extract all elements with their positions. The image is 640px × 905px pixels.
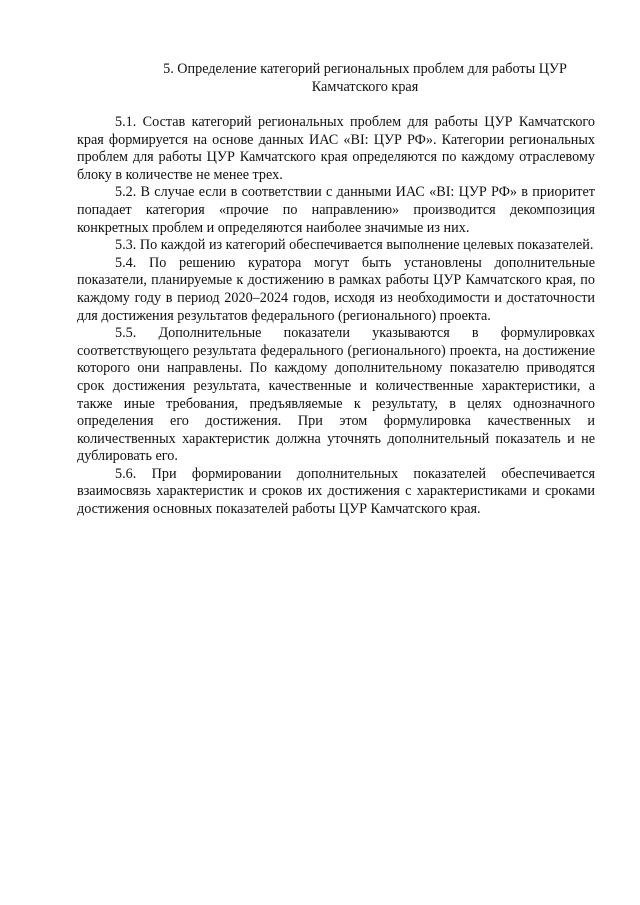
paragraph-5-4: 5.4. По решению куратора могут быть установлены дополнительные показатели, планируемые к достижению в рамках работы ЦУР Камчатского края, по каждому году в период 2020–2024 годов, исходя из необходимости и достаточности для достижения результатов федерального (регионального) проекта. <box>77 254 595 324</box>
section-title: 5. Определение категорий региональных проблем для работы ЦУР Камчатского края <box>163 61 567 95</box>
section-body <box>77 114 595 519</box>
paragraph-5-2: 5.2. В случае если в соответствии с данными ИАС «BI: ЦУР РФ» в приоритет попадает категория «прочие по направлению» производится декомпозиция конкретных проблем и определяются наиболее значимые из них. <box>77 184 595 236</box>
paragraph-5-6: 5.6. При формировании дополнительных показателей обеспечивается взаимосвязь характеристик и сроков их достижения с характеристиками и сроками достижения основных показателей работы ЦУР Камчатского края. <box>77 465 595 518</box>
paragraph-5-1: 5.1. Состав категорий региональных проблем для работы ЦУР Камчатского края формируется на основе данных ИАС «BI: ЦУР РФ». Категории региональных проблем для работы ЦУР Камчатского края определяются по каждому отраслевому блоку в количестве не менее трех. <box>77 114 595 183</box>
paragraph-5-3: 5.3. По каждой из категорий обеспечивается выполнение целевых показателей. <box>115 237 594 254</box>
paragraph-5-5: 5.5. Дополнительные показатели указываются в формулировках соответствующего результата федерального (регионального) проекта, на достижение которого они направлены. По каждому дополнительному показателю приводятся срок достижения результата, качественные и количественные характеристики, а также иные требования, предъявляемые к результату, в целях однозначного определения его достижения. При этом формулировка качественных и количественных характеристик должна уточнять дополнительный показатель и не дублировать его. <box>77 325 595 465</box>
